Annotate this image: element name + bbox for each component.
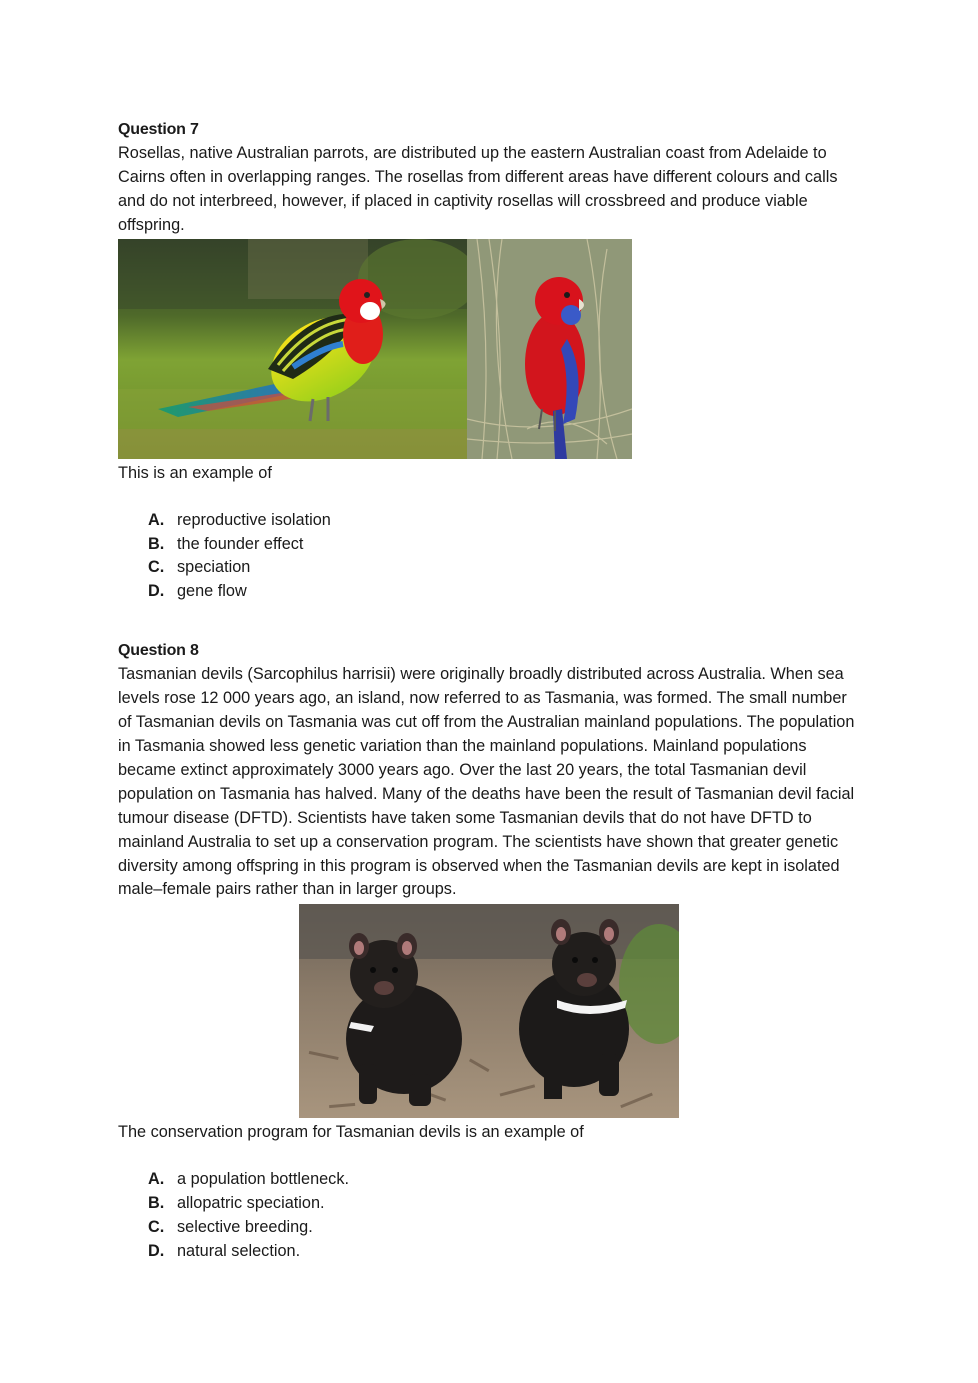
option-letter: B. [148,534,165,553]
option-letter: B. [148,1194,165,1213]
question-7 [118,118,863,604]
answer-options [118,1168,863,1264]
option-text: natural selection. [177,1242,301,1261]
option-a[interactable] [148,509,863,533]
tasmanian-devils-photo [299,904,679,1118]
option-letter: D. [148,582,165,601]
eastern-rosella-photo [118,239,467,459]
option-letter: A. [148,1170,165,1189]
question-heading: Question 8 [118,642,199,660]
question-heading: Question 7 [118,121,199,138]
question-stem: The conservation program for Tasmanian devils is an example of [118,1123,584,1142]
option-letter: A. [148,510,165,529]
option-b[interactable] [148,1192,863,1216]
tasmanian-devil-figure [299,904,679,1118]
option-c[interactable] [148,1216,863,1240]
option-d[interactable] [148,1240,863,1264]
option-text: allopatric speciation. [177,1194,325,1213]
answer-options [118,509,863,605]
option-text: selective breeding. [177,1218,313,1237]
option-c[interactable] [148,556,863,580]
option-text: a population bottleneck. [177,1170,349,1189]
question-text: Tasmanian devils (Sarcophilus harrisii) were originally broadly distributed across Australia. When sea levels rose 12 000 years ago, an island, now referred to as Tasmania, was formed. The small number of Tasmanian devils on Tasmania was cut off from the Australian mainland populations. The population in Tasmania showed less genetic variation than the mainland populations. Mainland populations became extinct approximately 3000 years ago. Over the last 20 years, the total Tasmanian devil population on Tasmania has halved. Many of the deaths have been the result of Tasmanian devil facial tumour disease (DFTD). Scientists have taken some Tasmanian devils that do not have DFTD to mainland Australia to set up a conservation program. The scientists have shown that greater genetic diversity among offspring in this program is observed when the Tasmanian devils are kept in isolated male–female pairs rather than in larger groups. [118,665,855,899]
crimson-rosella-photo [467,239,632,459]
option-d[interactable] [148,580,863,604]
option-letter: C. [148,1218,165,1237]
question-8 [118,639,863,1264]
question-stem: This is an example of [118,463,272,482]
option-a[interactable] [148,1168,863,1192]
option-text: speciation [177,558,251,577]
option-text: reproductive isolation [177,510,331,529]
option-text: the founder effect [177,534,304,553]
option-text: gene flow [177,582,247,601]
option-letter: D. [148,1242,165,1261]
question-text: Rosellas, native Australian parrots, are distributed up the eastern Australian coast from Adelaide to Cairns often in overlapping ranges. The rosellas from different areas have different colours and calls and do not interbreed, however, if placed in captivity rosellas will crossbreed and produce viable offspring. [118,144,838,234]
exam-page [118,118,863,1264]
option-b[interactable] [148,533,863,557]
option-letter: C. [148,558,165,577]
rosella-figure [118,239,863,459]
